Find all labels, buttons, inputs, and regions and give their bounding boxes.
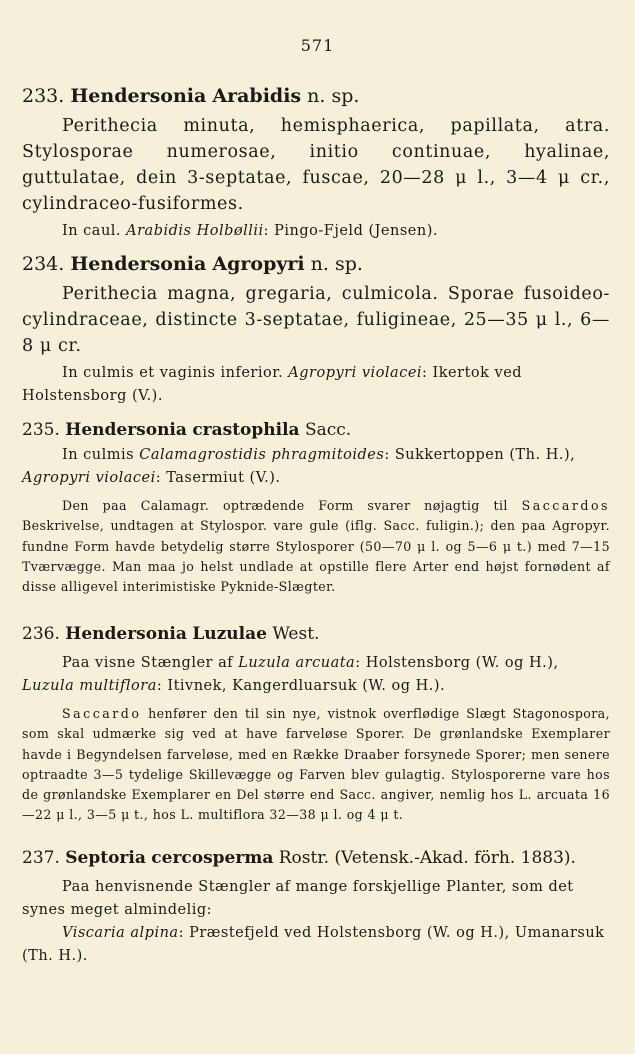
locality-text: : Holstensborg (W. og H.), (355, 655, 559, 671)
entry-number: 235. (22, 420, 60, 440)
species-name: crastophila (192, 420, 300, 440)
locality (22, 652, 610, 698)
description: Perithecia minuta, hemisphaerica, papillata, atra. Stylosporae numerosae, initio continuae, hyalinae, guttulatae, dein 3-septatae, fuscae, 20—28 μ l., 3—4 μ cr., cylindraceo-fusiformes. (22, 116, 610, 214)
locality-text: : Ikertok ved Holstensborg (V.). (22, 365, 523, 404)
entry-heading (22, 252, 610, 276)
species-name: Agropyri (212, 253, 305, 275)
host-plant: Agropyri violacei (288, 365, 423, 381)
entry-heading (22, 84, 610, 108)
locality (22, 876, 610, 922)
entry-236 (22, 622, 610, 826)
locality (22, 444, 610, 490)
host-plant: Luzula arcuata (238, 655, 356, 671)
locality-prefix: Paa henvisnende Stængler af mange forskjellige Planter, som det synes meget almindelig: (22, 879, 574, 918)
species-name: Arabidis (212, 85, 302, 107)
locality-prefix: In caul. (62, 223, 122, 239)
locality (22, 220, 610, 243)
author-name-spaced: Saccardo (62, 706, 142, 721)
note (22, 704, 610, 826)
entry-number: 237. (22, 848, 60, 868)
locality-prefix: In culmis et vaginis inferior. (62, 365, 284, 381)
host-plant-2: Agropyri violacei (22, 470, 156, 486)
locality-host-line (22, 922, 610, 968)
genus-name: Hendersonia (70, 253, 207, 275)
description: Perithecia magna, gregaria, culmicola. Sporae fusoideo-cylindraceae, distincte 3-septatae, fuligineae, 25—35 μ l., 6—8 μ cr. (22, 284, 610, 356)
locality-text-2: : Itivnek, Kangerdluarsuk (W. og H.). (156, 678, 446, 694)
author-citation: n. sp. (307, 85, 360, 107)
genus-name: Septoria (65, 848, 146, 868)
note (22, 496, 610, 597)
author-citation: Rostr. (Vetensk.-Akad. förh. 1883). (278, 848, 576, 868)
entry-237 (22, 846, 610, 968)
host-plant-2: Luzula multiflora (22, 678, 157, 694)
host-plant: Calamagrostidis phragmitoides (139, 447, 385, 463)
host-plant: Viscaria alpina (62, 925, 179, 941)
entry-heading (22, 622, 610, 646)
species-name: Luzulae (192, 624, 267, 644)
entry-233 (22, 84, 610, 243)
locality (22, 362, 610, 408)
entry-number: 236. (22, 624, 60, 644)
species-name: cercosperma (151, 848, 274, 868)
entry-heading (22, 846, 610, 870)
locality-prefix: In culmis (62, 447, 135, 463)
entry-234 (22, 252, 610, 408)
genus-name: Hendersonia (70, 85, 207, 107)
entry-number: 233. (22, 85, 65, 107)
author-citation: West. (272, 624, 320, 644)
author-citation: Sacc. (304, 420, 352, 440)
genus-name: Hendersonia (65, 420, 187, 440)
entry-heading (22, 418, 610, 442)
entry-number: 234. (22, 253, 65, 275)
note-text: Den paa Calamagr. optrædende Form svarer nøjagtig til (62, 498, 508, 513)
entry-235 (22, 418, 610, 597)
locality-text: : Præstefjeld ved Holstensborg (W. og H.), Umanarsuk (Th. H.). (22, 925, 605, 964)
note-text-cont: Beskrivelse, undtagen at Stylospor. vare gule (iflg. Sacc. fuligin.); den paa Agropyr. fundne Form havde betydelig større Stylosporer (50—70 μ l. og 5—6 μ t.) med 7—15 Tværvægge. Man maa jo helst undlade at opstille flere Arter end højst fornødent af disse alligevel interimistiske Pyknide-Slægter. (22, 518, 610, 595)
author-name-spaced: Saccardos (521, 498, 610, 513)
host-plant: Arabidis Holbøllii (126, 223, 264, 239)
author-citation: n. sp. (310, 253, 363, 275)
locality-text: : Pingo-Fjeld (Jensen). (263, 223, 438, 239)
locality-prefix: Paa visne Stængler af (62, 655, 234, 671)
locality-text: : Sukkertoppen (Th. H.), (384, 447, 576, 463)
genus-name: Hendersonia (65, 624, 187, 644)
page-number: 571 (300, 36, 335, 55)
note-text: henfører den til sin nye, vistnok overflødige Slægt Stagonospora, som skal udmærke sig ved at have farveløse Sporer. De grønlandske Exemplarer havde i Begyndelsen farveløse, med en Række Draaber forsynede Sporer; men senere optraadte 3—5 tydelige Skillevægge og Farven blev gulagtig. Stylosporerne vare hos de grønlandske Exemplarer en Del større end Sacc. angiver, nemlig hos L. arcuata 16—22 μ l., 3—5 μ t., hos L. multiflora 32—38 μ l. og 4 μ t. (22, 706, 610, 823)
locality-text-2: : Tasermiut (V.). (155, 470, 281, 486)
